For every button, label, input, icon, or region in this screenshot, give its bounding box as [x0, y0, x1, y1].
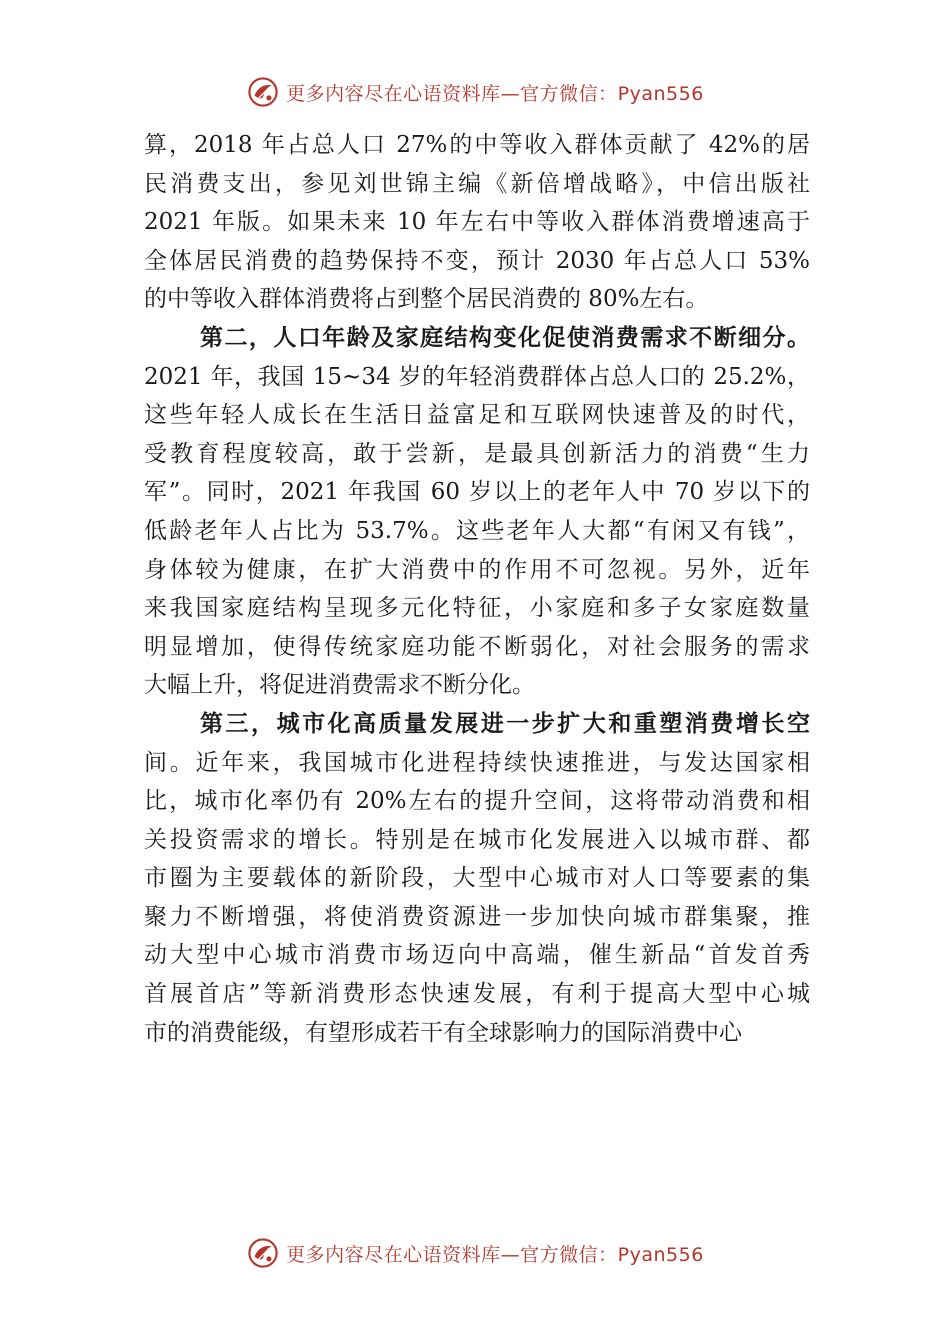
text-line: 的中等收入群体消费将占到整个居民消费的 80%左右。	[144, 286, 709, 313]
text-line: 比，城市化率仍有 20%左右的提升空间，这将带动消费和相	[144, 788, 810, 815]
text-line: 2021 年，我国 15~34 岁的年轻消费群体占总人口的 25.2%，	[144, 363, 810, 390]
text-line: 大幅上升，将促进消费需求不断分化。	[144, 672, 535, 699]
paragraph-heading: 第三，城市化高质量发展进一步扩大和重塑消费增长空	[200, 709, 810, 737]
text-line: 低龄老年人占比为 53.7%。这些老年人大都“有闲又有钱”，	[144, 517, 810, 544]
watermark-header	[0, 72, 950, 112]
watermark-text: 更多内容尽在心语资料库—官方微信：Pyan556	[286, 1243, 704, 1266]
text-line: 关投资需求的增长。特别是在城市化发展进入以城市群、都	[144, 826, 810, 853]
watermark-footer	[0, 1233, 950, 1273]
text-line: 来我国家庭结构呈现多元化特征，小家庭和多子女家庭数量	[144, 595, 810, 622]
text-line: 首展首店”等新消费形态快速发展，有利于提高大型中心城	[144, 981, 810, 1008]
watermark-logo-icon	[246, 1236, 280, 1270]
text-line: 军”。同时，2021 年我国 60 岁以上的老年人中 70 岁以下的	[144, 479, 810, 506]
text-line: 民消费支出，参见刘世锦主编《新倍增战略》，中信出版社	[144, 170, 810, 197]
text-line: 2021 年版。如果未来 10 年左右中等收入群体消费增速高于	[144, 209, 810, 236]
text-line: 动大型中心城市消费市场迈向中高端，催生新品“首发首秀	[144, 942, 810, 969]
text-line: 市圈为主要载体的新阶段，大型中心城市对人口等要素的集	[144, 865, 810, 892]
text-line: 市的消费能级，有望形成若干有全球影响力的国际消费中心	[144, 1019, 742, 1046]
watermark-logo-icon	[246, 75, 280, 109]
text-line: 间。近年来，我国城市化进程持续快速推进，与发达国家相	[144, 749, 810, 776]
document-body	[144, 126, 810, 1052]
text-line: 全体居民消费的趋势保持不变，预计 2030 年占总人口 53%	[144, 247, 810, 274]
watermark-text: 更多内容尽在心语资料库—官方微信：Pyan556	[286, 82, 704, 105]
text-line: 聚力不断增强，将使消费资源进一步加快向城市群集聚，推	[144, 903, 810, 930]
text-line: 受教育程度较高，敢于尝新，是最具创新活力的消费“生力	[144, 440, 810, 467]
text-line: 明显增加，使得传统家庭功能不断弱化，对社会服务的需求	[144, 633, 810, 660]
text-line: 算，2018 年占总人口 27%的中等收入群体贡献了 42%的居	[144, 132, 810, 158]
paragraph-heading: 第二，人口年龄及家庭结构变化促使消费需求不断细分。	[200, 323, 810, 351]
text-line: 这些年轻人成长在生活日益富足和互联网快速普及的时代，	[144, 402, 810, 429]
text-line: 身体较为健康，在扩大消费中的作用不可忽视。另外，近年	[144, 556, 810, 583]
